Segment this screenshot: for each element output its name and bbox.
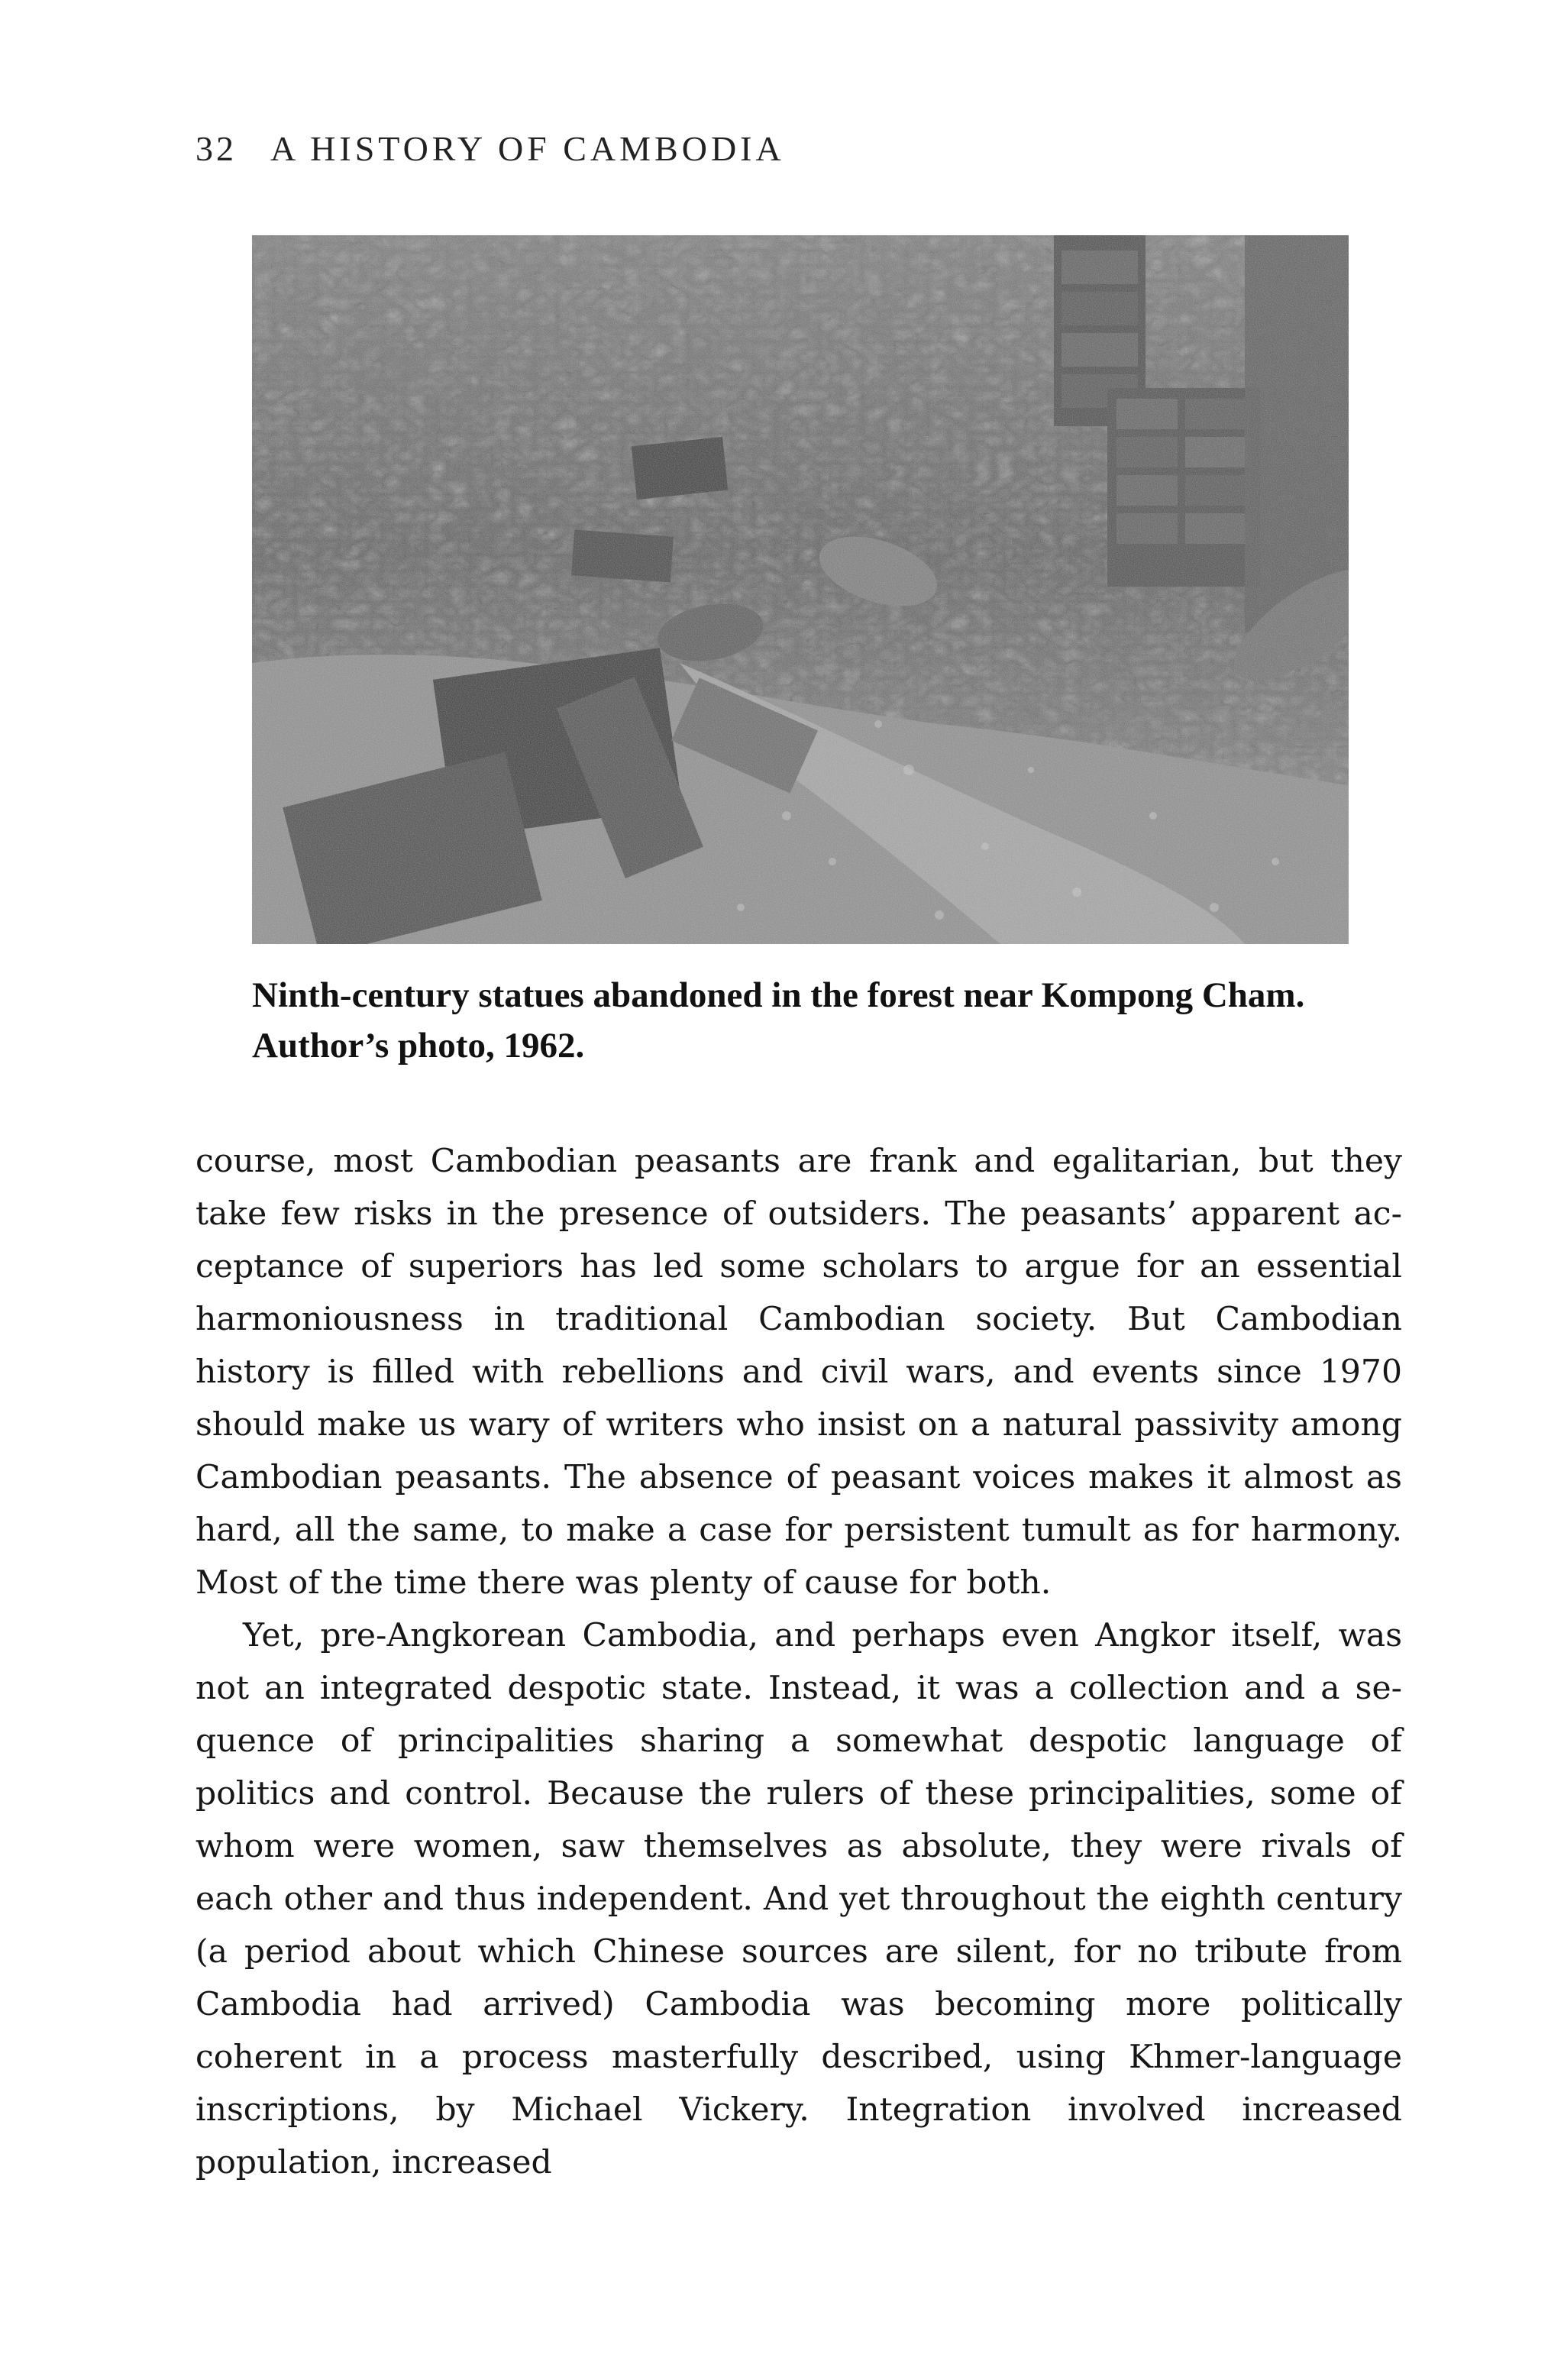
paragraph: Yet, pre-Angkorean Cambodia, and perhaps even Angkor itself, was not an integrated despotic state. Instead, it was a collection and a sequence of principalities sharing a somewhat despotic language of politics and control. Because the rulers of these principalities, some of whom were women, saw themselves as absolute, they were rivals of each other and thus independent. And yet throughout the eighth century (a period about which Chinese sources are silent, for no tribute from Cambodia had arrived) Cambodia was becoming more politically coherent in a process masterfully described, using Khmer-language inscriptions, by Michael Vickery. Integration involved increased population, increased [196,1617,1402,2181]
figure-caption: Ninth-century statues abandoned in the forest near Kompong Cham. Author’s photo, 1962. [252,975,1305,1066]
photo-figure [252,235,1349,944]
body-text [196,1135,1402,2189]
page-number: 32 [196,129,237,168]
running-head [196,128,785,169]
book-title: A HISTORY OF CAMBODIA [270,129,785,168]
paragraph: course, most Cambodian peasants are frank and egalitarian, but they take few risks in the presence of outsiders. The peasants’ apparent acceptance of superiors has led some scholars to argue for an essential harmoniousness in traditional Cambodian society. But Cambodian history is filled with rebellions and civil wars, and events since 1970 should make us wary of writers who insist on a natural passivity among Cambodian peasants. The absence of peasant voices makes it almost as hard, all the same, to make a case for persistent tumult as for harmony. Most of the time there was plenty of cause for both. [196,1143,1402,1602]
forest-ruins-photo [252,235,1349,944]
film-grain [252,235,1349,944]
